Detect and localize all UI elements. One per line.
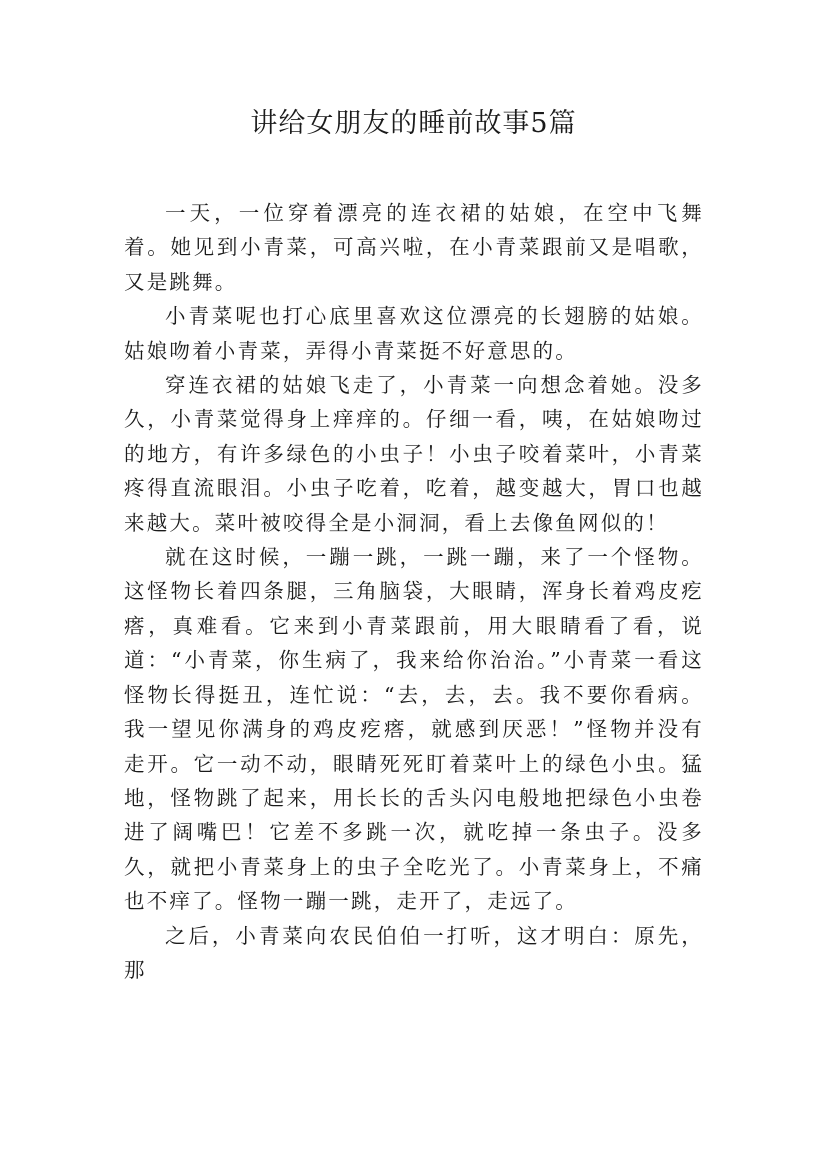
document-title: 讲给女朋友的睡前故事5篇: [250, 108, 577, 139]
paragraph: 穿连衣裙的姑娘飞走了，小青菜一向想念着她。没多久，小青菜觉得身上痒痒的。仔细一看，咦，在姑娘吻过的地方，有许多绿色的小虫子！小虫子咬着菜叶，小青菜疼得直流眼泪。小虫子吃着，吃着，越变越大，胃口也越来越大。菜叶被咬得全是小洞洞，看上去像鱼网似的！: [124, 373, 704, 535]
paragraph: 之后，小青菜向农民伯伯一打听，这才明白：原先，那: [124, 923, 704, 982]
paragraph: 就在这时候，一蹦一跳，一跳一蹦，来了一个怪物。这怪物长着四条腿，三角脑袋，大眼睛，浑身长着鸡皮疙瘩，真难看。它来到小青菜跟前，用大眼睛看了看，说道：“小青菜，你生病了，我来给你治治。”小青菜一看这怪物长得挺丑，连忙说：“去，去，去。我不要你看病。我一望见你满身的鸡皮疙瘩，就感到厌恶！”怪物并没有走开。它一动不动，眼睛死死盯着菜叶上的绿色小虫。猛地，怪物跳了起来，用长长的舌头闪电般地把绿色小虫卷进了阔嘴巴！它差不多跳一次，就吃掉一条虫子。没多久，就把小青菜身上的虫子全吃光了。小青菜身上，不痛也不痒了。怪物一蹦一跳，走开了，走远了。: [124, 545, 704, 914]
paragraph: 小青菜呢也打心底里喜欢这位漂亮的长翅膀的姑娘。姑娘吻着小青菜，弄得小青菜挺不好意思的。: [124, 304, 704, 363]
document-body: [124, 196, 704, 987]
paragraph: 一天，一位穿着漂亮的连衣裙的姑娘，在空中飞舞着。她见到小青菜，可高兴啦，在小青菜跟前又是唱歌，又是跳舞。: [124, 201, 704, 294]
